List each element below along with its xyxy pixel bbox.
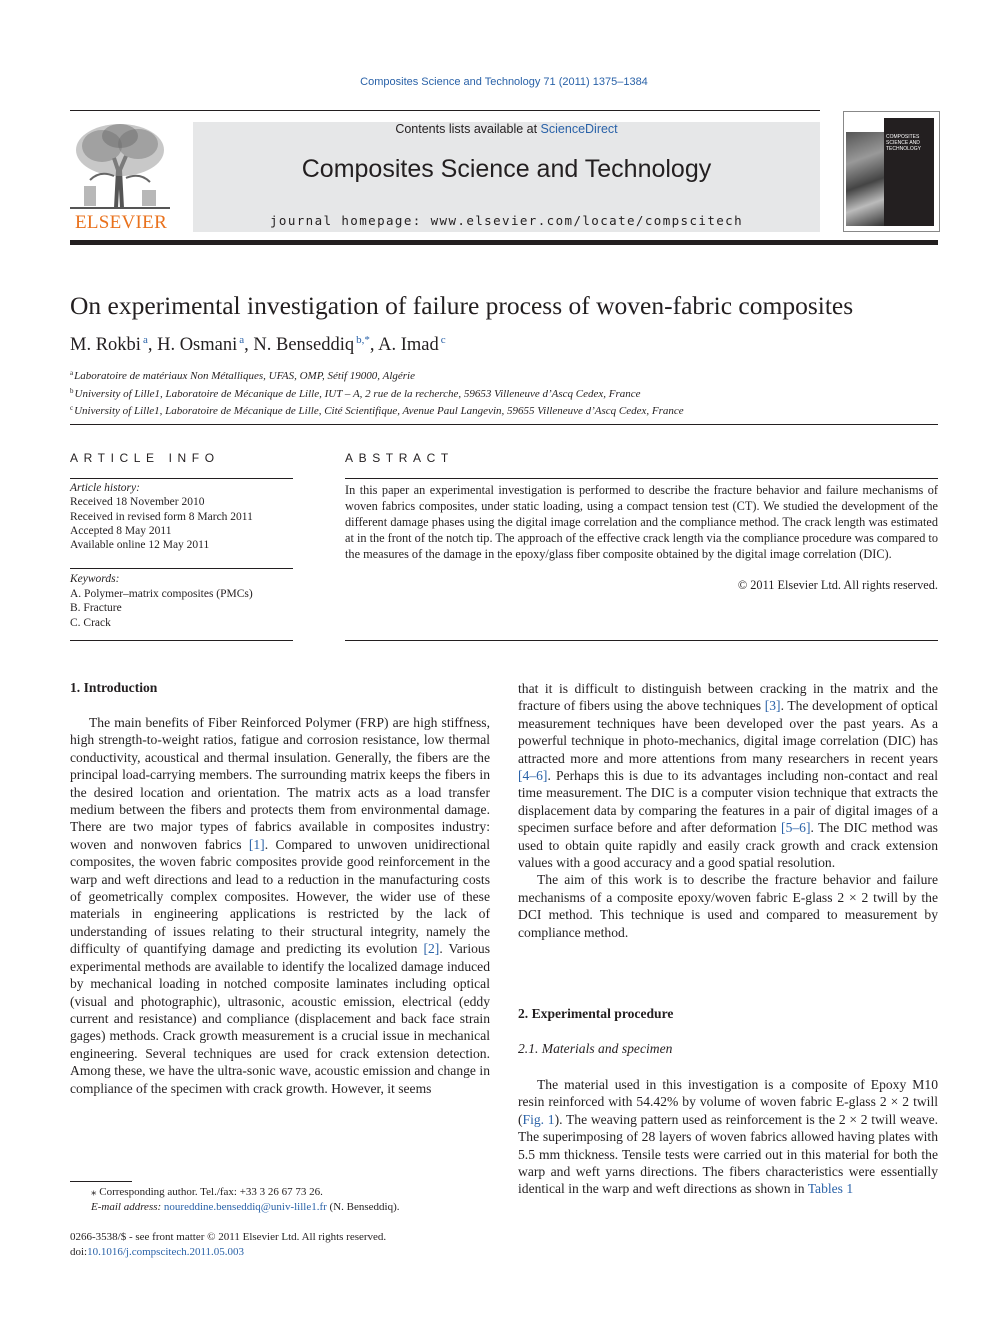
body-column-right-bottom — [518, 1076, 938, 1198]
affiliation-text: University of Lille1, Laboratoire de Mécanique de Lille, IUT – A, 2 rue de la recherche, 59653 Villeneuve d’Ascq Cedex, France — [74, 387, 641, 400]
affiliation-text: University of Lille1, Laboratoire de Mécanique de Lille, Cité Scientifique, Avenue Paul Langevin, 59655 Villeneuve d’Ascq Cedex, France — [74, 405, 684, 417]
keywords — [70, 572, 293, 630]
author-affil-mark[interactable]: a — [142, 334, 148, 346]
text: The main benefits of Fiber Reinforced Polymer (FRP) are high stiffness, high strength-to-weight ratios, fatigue and corrosion resistance, low thermal conductivity, acoustical and thermal insulation. Generally, the fibers are the principal load-carrying members. The surrounding matrix keeps the fibers in the desired location and orientation. The matrix acts as a load transfer medium between the fibers and protects them from environmental damage. There are two major types of fabrics available in composites industry: woven and nonwoven fabrics — [70, 715, 490, 852]
footnote — [70, 1185, 490, 1215]
author-name: N. Benseddiq — [253, 335, 355, 355]
keyword: C. Crack — [70, 616, 111, 629]
contents-line — [193, 122, 820, 136]
article-history — [70, 481, 293, 552]
reference-link[interactable]: [2] — [423, 941, 440, 957]
text: . Various experimental methods are available to identify the localized damage induced by mechanical loading in notched composite laminates including optical (visual and photographic), ultrasonic, acoustic emission, electrical (eddy current and resistance) and compliance (displacement and back face strain gages) methods. Crack growth measurement is a crucial issue in mechanical engineering. Several techniques are used for crack extension detection. Among these, we have the ultra-sonic wave, acoustic emission and change in compliance of the specimen with crack growth. However, it seems — [70, 941, 490, 1096]
abstract-rule — [345, 640, 938, 641]
body-column-left — [70, 714, 490, 1097]
header-thick-rule — [70, 240, 938, 245]
author-name: H. Osmani — [157, 335, 238, 355]
contents-prefix: Contents lists available at — [395, 122, 541, 136]
journal-citation-link[interactable]: Composites Science and Technology 71 (2011) 1375–1384 — [360, 76, 648, 88]
text: . Perhaps this is due to its advantages including non-contact and real time measurement. The DIC is a computer vision technique that extracts the displacement data by comparing the features in a pair of digital images of a specimen surface before and after deformation — [518, 768, 938, 836]
sciencedirect-link[interactable]: ScienceDirect — [540, 122, 618, 136]
journal-title: Composites Science and Technology — [301, 155, 712, 183]
table-link[interactable]: Tables 1 — [807, 1181, 854, 1197]
author-separator: , — [147, 335, 158, 355]
email-suffix: (N. Benseddiq). — [326, 1201, 400, 1213]
affiliation-mark: b — [70, 386, 74, 395]
article-info-rule — [70, 640, 293, 641]
affiliation — [70, 366, 950, 384]
email-link[interactable]: noureddine.benseddiq@univ-lille1.fr — [163, 1201, 327, 1213]
keyword: A. Polymer–matrix composites (PMCs) — [70, 587, 253, 600]
affiliations — [70, 366, 950, 419]
paragraph — [70, 714, 490, 1097]
author-separator: , — [369, 335, 379, 355]
doi-line — [70, 1245, 490, 1260]
text: . Compared to unwoven unidirectional composites, the woven fabric composites provide good reinforcement in the warp and weft directions and lead to a reduction in the manufacturing costs of geometrically complex composites. However, the wider use of these materials in engineering applications is restricted by the lack of understanding of issues relating to their structural integrity, namely the difficulty of quantifying damage and predicting its evolution — [70, 836, 490, 957]
section-heading: 2. Experimental procedure — [518, 1006, 674, 1021]
email-line — [70, 1200, 490, 1215]
history-item: Available online 12 May 2011 — [70, 539, 210, 552]
paragraph — [518, 680, 938, 871]
history-label: Article history: — [70, 482, 140, 494]
footnote-rule — [70, 1181, 132, 1182]
affiliation-text: Laboratoire de matériaux Non Métalliques, UFAS, OMP, Sétif 19000, Algérie — [74, 370, 415, 382]
abstract-text: In this paper an experimental investigation is performed to describe the fracture behavior and failure mechanisms of woven fabrics composites, under static loading, using a compact tension test (CT). We studied the development of the different damage phases using the digital image correlation and the compliance method. The crack length was estimated at in the front of the notch tip. The approach of the effective crack length via the compliance procedure was compared to the measures of the damage in the epoxy/glass fiber composite obtained by the digital image correlation (DIC). — [345, 483, 938, 561]
article-info-heading: ARTICLE INFO — [70, 451, 220, 465]
paragraph: The aim of this work is to describe the fracture behavior and failure mechanisms of a composite epoxy/woven fabric E-glass 2 × 2 twill by the DCI method. This technique is used and compared to measurement by compliance method. — [518, 872, 938, 940]
history-item: Received 18 November 2010 — [70, 496, 205, 509]
text: ). The weaving pattern used as reinforcement is the 2 × 2 twill weave. The superimposing of 28 layers of woven fabrics allowed having plates with 5.5 mm thickness. Tensile tests were carried out in this material for both the warp and weft yarns directions. The fibers characteristics were essentially identical in the warp and weft directions as shown in — [518, 1111, 939, 1197]
body-column-right-top — [518, 680, 938, 941]
cover-image — [846, 132, 884, 226]
author-separator: , — [244, 335, 254, 355]
text: . The DIC method was used to obtain quite rapidly and easily crack growth and crack extension values with a good accuracy and a good spatial resolution. — [518, 820, 938, 871]
text: . The development of optical measurement techniques have been developed over the past years. As a powerful technique in photo-mechanics, digital image correlation (DIC) has attracted more and more attentions from many researchers in recent years — [518, 698, 938, 766]
author-name: A. Imad — [378, 335, 439, 355]
text: that it is difficult to distinguish between cracking in the matrix and the fracture of fibers using the above techniques — [518, 681, 938, 714]
abstract-rule — [345, 478, 938, 479]
history-item: Accepted 8 May 2011 — [70, 524, 172, 537]
elsevier-logo — [70, 120, 172, 232]
history-item: Received in revised form 8 March 2011 — [70, 510, 253, 523]
abstract-heading: ABSTRACT — [345, 451, 454, 465]
figure-link[interactable]: Fig. 1 — [522, 1111, 555, 1127]
affiliation-mark: c — [70, 404, 74, 412]
affiliation-rule — [70, 424, 938, 425]
email-label: E-mail address: — [91, 1201, 164, 1213]
paragraph — [518, 1076, 938, 1198]
corresponding-author: ⁎ Corresponding author. Tel./fax: +33 3 26 67 73 26. — [91, 1186, 323, 1198]
header-rule — [70, 110, 820, 111]
affiliation — [70, 384, 950, 402]
article-info-rule — [70, 478, 293, 479]
elsevier-tree-icon — [70, 120, 170, 210]
affiliation-mark: a — [70, 369, 74, 377]
text: The material used in this investigation is a composite of Epoxy M10 resin reinforced with 54.42% by volume of woven fabric E-glass 2 × 2 twill ( — [518, 1077, 938, 1127]
abstract-copyright: © 2011 Elsevier Ltd. All rights reserved. — [737, 578, 938, 592]
reference-link[interactable]: [5–6] — [781, 820, 811, 836]
issn-line: 0266-3538/$ - see front matter © 2011 Elsevier Ltd. All rights reserved. — [70, 1231, 387, 1243]
author-affil-mark[interactable]: c — [440, 334, 446, 346]
author-list — [70, 334, 950, 356]
publisher-name: ELSEVIER — [74, 212, 168, 233]
author-name: M. Rokbi — [70, 335, 141, 355]
affiliation — [70, 401, 950, 419]
article-title: On experimental investigation of failure process of woven-fabric composites — [70, 291, 854, 320]
author-affil-mark[interactable]: a — [239, 334, 245, 346]
keyword: B. Fracture — [70, 602, 122, 614]
journal-cover-thumbnail — [843, 111, 940, 232]
issn-block — [70, 1230, 490, 1259]
doi-label: doi: — [70, 1245, 88, 1258]
keywords-label: Keywords: — [70, 573, 120, 585]
doi-link[interactable]: 10.1016/j.compscitech.2011.05.003 — [87, 1245, 245, 1258]
reference-link[interactable]: [4–6] — [518, 768, 548, 784]
subsection-heading: 2.1. Materials and specimen — [518, 1041, 673, 1056]
section-heading: 1. Introduction — [70, 680, 158, 695]
reference-link[interactable]: [1] — [248, 836, 265, 852]
article-info-rule — [70, 568, 293, 569]
journal-homepage[interactable]: journal homepage: www.elsevier.com/locate/compscitech — [269, 213, 744, 228]
author-affil-mark[interactable]: b,* — [356, 334, 370, 346]
reference-link[interactable]: [3] — [764, 698, 781, 714]
cover-title: COMPOSITES SCIENCE AND TECHNOLOGY — [886, 134, 922, 152]
